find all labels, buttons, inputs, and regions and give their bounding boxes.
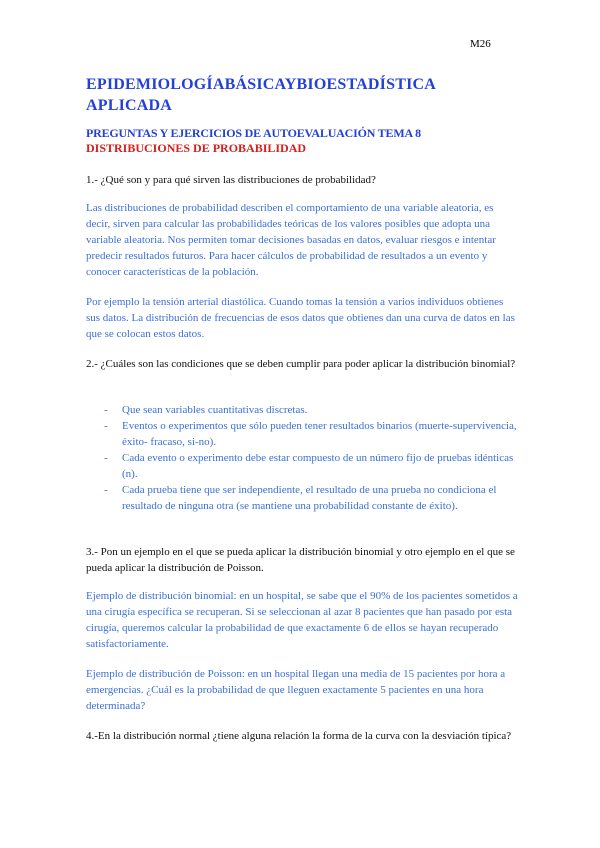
- list-item: - Cada prueba tiene que ser independiente, el resultado de una prueba no condiciona el resultado de ninguna otra (se mantiene una probabilidad constante de éxito).: [104, 482, 518, 514]
- question-4: 4.-En la distribución normal ¿tiene alguna relación la forma de la curva con la desviación típica?: [86, 730, 512, 742]
- answer-1-paragraph-2: Por ejemplo la tensión arterial diastólica. Cuando tomas la tensión a varios individuos obtienes sus datos. La distribución de frecuencias de esos datos que obtienes dan una curva de datos en las que se colocan estos datos.: [86, 296, 515, 340]
- answer-3-poisson: Ejemplo de distribución de Poisson: en un hospital llegan una media de 15 pacientes por hora a emergencias. ¿Cuál es la probabilidad de que lleguen exactamente 5 pacientes en una hora determinada?: [86, 668, 506, 712]
- list-item: - Cada evento o experimento debe estar compuesto de un número fijo de pruebas idénticas (n).: [104, 450, 518, 482]
- topic-subtitle: DISTRIBUCIONES DE PROBABILIDAD: [86, 141, 307, 155]
- answer-3-binomial: Ejemplo de distribución binomial: en un hospital, se sabe que el 90% de los pacientes sometidos a una cirugía específica se recuperan. Si se seleccionan al azar 8 pacientes que han pasado por esta cirugía, queremos calcular la probabilidad de que exactamente 6 de ellos se hayan recuperado satisfactoriamente.: [86, 590, 518, 650]
- page-number: M26: [470, 38, 491, 50]
- answer-1-paragraph-1: Las distribuciones de probabilidad describen el comportamiento de una variable aleatoria, es decir, sirven para calcular las probabilidades teóricas de los valores posibles que adopta una variable aleatoria. Nos permiten tomar decisiones basadas en datos, evaluar riesgos e intentar predecir resultados futuros. Para hacer cálculos de probabilidad de resultados a un evento y conocer características de la población.: [86, 202, 496, 278]
- question-2: 2.- ¿Cuáles son las condiciones que se deben cumplir para poder aplicar la distribución binomial?: [86, 358, 516, 370]
- question-1: 1.- ¿Qué son y para qué sirven las distribuciones de probabilidad?: [86, 174, 376, 186]
- section-subtitle: PREGUNTAS Y EJERCICIOS DE AUTOEVALUACIÓN TEMA 8: [86, 126, 421, 140]
- list-item: - Que sean variables cuantitativas discretas.: [104, 402, 518, 418]
- conditions-list: [104, 402, 518, 514]
- list-item: - Eventos o experimentos que sólo pueden tener resultados binarios (muerte-supervivencia, éxito- fracaso, si-no).: [104, 418, 518, 450]
- question-3: 3.- Pon un ejemplo en el que se pueda aplicar la distribución binomial y otro ejemplo en el que se pueda aplicar la distribución de Poisson.: [86, 546, 515, 574]
- document-title: EPIDEMIOLOGÍABÁSICAYBIOESTADÍSTICA APLICADA: [86, 76, 436, 114]
